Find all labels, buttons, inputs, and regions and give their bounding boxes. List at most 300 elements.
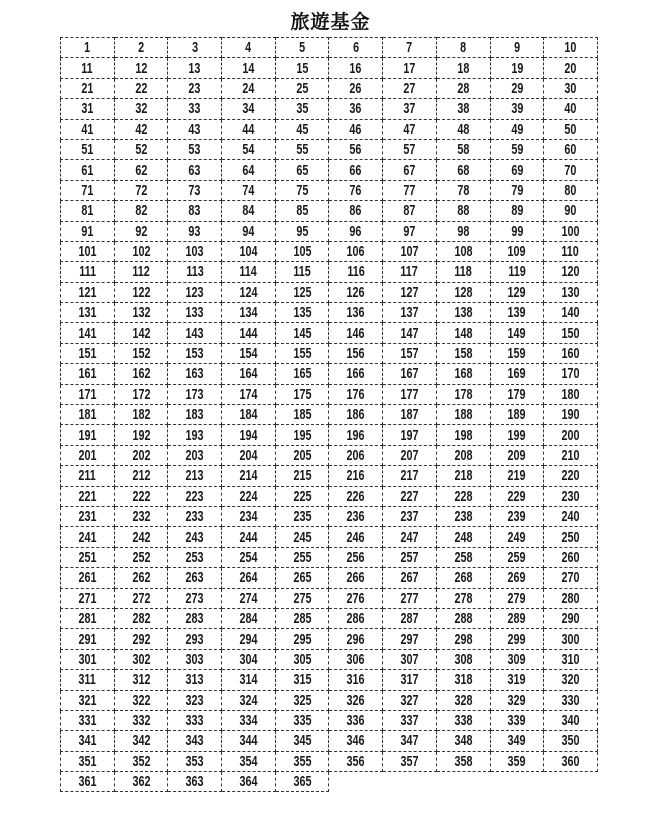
grid-cell <box>114 119 168 139</box>
cell-number: 144 <box>239 324 258 342</box>
grid-row <box>61 547 598 567</box>
cell-number: 147 <box>400 324 419 342</box>
grid-cell <box>222 282 276 302</box>
cell-number: 143 <box>185 324 204 342</box>
grid-cell <box>275 78 329 98</box>
grid-cell <box>329 241 383 261</box>
cell-number: 221 <box>78 487 97 505</box>
cell-number: 252 <box>132 548 151 566</box>
cell-number: 118 <box>454 263 472 281</box>
grid-cell <box>275 690 329 710</box>
cell-number: 138 <box>454 304 473 322</box>
cell-number: 128 <box>454 283 473 301</box>
cell-number: 321 <box>78 691 97 709</box>
grid-cell <box>329 139 383 159</box>
cell-number: 363 <box>185 773 204 791</box>
grid-cell <box>168 241 222 261</box>
cell-number: 277 <box>400 589 419 607</box>
grid-cell <box>168 160 222 180</box>
grid-cell <box>222 343 276 363</box>
grid-cell <box>383 303 437 323</box>
grid-cell <box>436 751 490 771</box>
grid-cell <box>114 588 168 608</box>
cell-number: 23 <box>188 79 201 97</box>
cell-number: 179 <box>507 385 526 403</box>
cell-number: 189 <box>507 406 526 424</box>
grid-cell <box>436 690 490 710</box>
grid-cell <box>490 58 544 78</box>
grid-cell <box>544 384 598 404</box>
grid-cell <box>114 670 168 690</box>
grid-cell <box>490 99 544 119</box>
grid-cell <box>61 119 115 139</box>
cell-number: 307 <box>400 650 419 668</box>
cell-number: 288 <box>454 610 473 628</box>
grid-cell <box>436 506 490 526</box>
cell-number: 66 <box>349 161 362 179</box>
cell-number: 263 <box>185 569 204 587</box>
cell-number: 298 <box>454 630 473 648</box>
cell-number: 130 <box>561 283 580 301</box>
cell-number: 335 <box>293 712 312 730</box>
cell-number: 327 <box>400 691 419 709</box>
cell-number: 255 <box>293 548 312 566</box>
cell-number: 306 <box>346 650 365 668</box>
grid-cell <box>436 384 490 404</box>
grid-cell <box>329 303 383 323</box>
cell-number: 152 <box>132 345 151 363</box>
grid-cell <box>329 629 383 649</box>
grid-row <box>61 425 598 445</box>
cell-number: 362 <box>132 773 151 791</box>
grid-cell <box>61 303 115 323</box>
cell-number: 74 <box>242 181 255 199</box>
cell-number: 111 <box>78 263 96 281</box>
grid-cell <box>222 221 276 241</box>
grid-cell <box>114 78 168 98</box>
grid-cell <box>383 506 437 526</box>
grid-cell <box>61 486 115 506</box>
grid-cell <box>61 241 115 261</box>
grid-cell <box>490 139 544 159</box>
cell-number: 77 <box>403 181 416 199</box>
cell-number: 261 <box>78 569 97 587</box>
grid-cell <box>544 119 598 139</box>
cell-number: 265 <box>293 569 312 587</box>
grid-cell <box>61 262 115 282</box>
cell-number: 356 <box>346 752 365 770</box>
cell-number: 100 <box>561 222 580 240</box>
cell-number: 315 <box>293 671 312 689</box>
grid-cell <box>329 99 383 119</box>
cell-number: 22 <box>135 79 148 97</box>
grid-cell <box>383 405 437 425</box>
cell-number: 133 <box>185 304 204 322</box>
grid-cell <box>275 262 329 282</box>
grid-cell <box>544 282 598 302</box>
cell-number: 184 <box>239 406 258 424</box>
cell-number: 273 <box>185 589 204 607</box>
grid-cell <box>168 364 222 384</box>
cell-number: 309 <box>507 650 526 668</box>
cell-number: 90 <box>564 202 577 220</box>
cell-number: 162 <box>132 365 151 383</box>
grid-cell <box>329 486 383 506</box>
grid-cell <box>275 343 329 363</box>
cell-number: 10 <box>564 39 577 57</box>
grid-cell <box>490 731 544 751</box>
grid-cell <box>544 751 598 771</box>
grid-row <box>61 303 598 323</box>
cell-number: 159 <box>507 345 526 363</box>
grid-cell <box>168 690 222 710</box>
cell-number: 269 <box>507 569 526 587</box>
cell-number: 153 <box>185 345 204 363</box>
cell-number: 250 <box>561 528 580 546</box>
grid-cell <box>114 323 168 343</box>
grid-cell <box>436 180 490 200</box>
grid-cell <box>168 649 222 669</box>
grid-cell <box>383 425 437 445</box>
grid-cell <box>61 547 115 567</box>
grid-cell <box>436 710 490 730</box>
cell-number: 44 <box>242 120 255 138</box>
cell-number: 53 <box>188 141 201 159</box>
grid-cell <box>275 119 329 139</box>
cell-number: 96 <box>349 222 362 240</box>
grid-row <box>61 241 598 261</box>
grid-cell <box>61 772 115 792</box>
grid-row <box>61 139 598 159</box>
grid-cell <box>114 772 168 792</box>
cell-number: 332 <box>132 712 151 730</box>
grid-cell <box>222 506 276 526</box>
cell-number: 259 <box>507 548 526 566</box>
grid-cell <box>436 670 490 690</box>
grid-cell <box>275 527 329 547</box>
cell-number: 308 <box>454 650 473 668</box>
grid-cell <box>329 425 383 445</box>
grid-cell <box>436 608 490 628</box>
grid-cell <box>275 670 329 690</box>
grid-cell <box>544 629 598 649</box>
cell-number: 364 <box>239 773 258 791</box>
cell-number: 106 <box>346 243 365 261</box>
grid-cell <box>275 751 329 771</box>
cell-number: 215 <box>293 467 312 485</box>
cell-number: 191 <box>78 426 97 444</box>
cell-number: 354 <box>239 752 258 770</box>
cell-number: 65 <box>296 161 309 179</box>
grid-cell <box>544 425 598 445</box>
grid-cell <box>61 629 115 649</box>
cell-number: 349 <box>507 732 526 750</box>
grid-cell <box>490 588 544 608</box>
grid-cell <box>114 282 168 302</box>
grid-cell <box>490 547 544 567</box>
cell-number: 167 <box>400 365 419 383</box>
grid-row <box>61 58 598 78</box>
grid-cell <box>168 78 222 98</box>
cell-number: 274 <box>239 589 258 607</box>
grid-cell <box>61 282 115 302</box>
cell-number: 40 <box>564 100 577 118</box>
cell-number: 211 <box>78 467 97 485</box>
grid-cell <box>544 670 598 690</box>
cell-number: 272 <box>132 589 151 607</box>
cell-number: 218 <box>454 467 473 485</box>
cell-number: 182 <box>132 406 151 424</box>
cell-number: 330 <box>561 691 580 709</box>
grid-row <box>61 568 598 588</box>
cell-number: 232 <box>132 508 151 526</box>
grid-cell <box>490 629 544 649</box>
cell-number: 141 <box>78 324 97 342</box>
cell-number: 169 <box>507 365 526 383</box>
grid-cell <box>168 751 222 771</box>
grid-cell <box>222 405 276 425</box>
grid-cell <box>222 710 276 730</box>
grid-row <box>61 160 598 180</box>
grid-cell <box>383 629 437 649</box>
cell-number: 247 <box>400 528 419 546</box>
cell-number: 27 <box>403 79 416 97</box>
grid-row <box>61 282 598 302</box>
grid-cell <box>383 568 437 588</box>
grid-cell <box>222 384 276 404</box>
cell-number: 301 <box>78 650 97 668</box>
cell-number: 311 <box>78 671 97 689</box>
cell-number: 209 <box>507 447 526 464</box>
grid-cell <box>61 527 115 547</box>
grid-cell <box>222 425 276 445</box>
cell-number: 171 <box>78 385 97 403</box>
grid-cell <box>61 201 115 221</box>
cell-number: 131 <box>78 304 97 322</box>
cell-number: 280 <box>561 589 580 607</box>
grid-cell <box>490 445 544 465</box>
cell-number: 57 <box>403 141 416 159</box>
grid-cell <box>222 751 276 771</box>
cell-number: 76 <box>349 181 362 199</box>
grid-cell <box>329 547 383 567</box>
grid-cell <box>436 588 490 608</box>
empty-cell <box>383 772 437 792</box>
grid-cell <box>490 160 544 180</box>
grid-cell <box>544 405 598 425</box>
grid-cell <box>222 364 276 384</box>
cell-number: 234 <box>239 508 258 526</box>
grid-cell <box>61 160 115 180</box>
grid-cell <box>436 527 490 547</box>
grid-cell <box>222 303 276 323</box>
grid-cell <box>168 547 222 567</box>
grid-cell <box>61 670 115 690</box>
cell-number: 32 <box>135 100 148 118</box>
grid-cell <box>61 323 115 343</box>
grid-cell <box>490 364 544 384</box>
cell-number: 318 <box>454 671 473 689</box>
grid-cell <box>275 221 329 241</box>
grid-cell <box>61 58 115 78</box>
cell-number: 43 <box>188 120 201 138</box>
cell-number: 299 <box>507 630 526 648</box>
grid-cell <box>383 710 437 730</box>
cell-number: 225 <box>293 487 312 505</box>
cell-number: 26 <box>349 79 362 97</box>
grid-row <box>61 772 598 792</box>
cell-number: 195 <box>293 426 312 444</box>
grid-cell <box>275 506 329 526</box>
cell-number: 268 <box>454 569 473 587</box>
cell-number: 289 <box>507 610 526 628</box>
grid-cell <box>222 629 276 649</box>
cell-number: 30 <box>564 79 577 97</box>
grid-cell <box>61 221 115 241</box>
cell-number: 42 <box>135 120 148 138</box>
cell-number: 33 <box>188 100 201 118</box>
cell-number: 230 <box>561 487 580 505</box>
cell-number: 6 <box>352 39 359 57</box>
cell-number: 50 <box>564 120 577 138</box>
cell-number: 166 <box>346 365 365 383</box>
grid-cell <box>114 527 168 547</box>
grid-cell <box>222 588 276 608</box>
cell-number: 176 <box>346 385 365 403</box>
cell-number: 254 <box>239 548 258 566</box>
grid-cell <box>383 262 437 282</box>
grid-cell <box>544 547 598 567</box>
cell-number: 246 <box>346 528 365 546</box>
grid-cell <box>114 58 168 78</box>
grid-cell <box>329 201 383 221</box>
grid-cell <box>544 201 598 221</box>
cell-number: 86 <box>349 202 362 220</box>
cell-number: 238 <box>454 508 473 526</box>
cell-number: 58 <box>457 141 470 159</box>
grid-cell <box>275 772 329 792</box>
cell-number: 251 <box>78 548 97 566</box>
cell-number: 107 <box>400 243 419 261</box>
grid-cell <box>61 99 115 119</box>
grid-cell <box>329 527 383 547</box>
cell-number: 287 <box>400 610 419 628</box>
grid-row <box>61 119 598 139</box>
grid-cell <box>168 588 222 608</box>
cell-number: 253 <box>185 548 204 566</box>
grid-cell <box>383 323 437 343</box>
cell-number: 338 <box>454 712 473 730</box>
grid-cell <box>544 649 598 669</box>
grid-cell <box>490 608 544 628</box>
grid-cell <box>222 58 276 78</box>
cell-number: 340 <box>561 712 580 730</box>
cell-number: 212 <box>132 467 151 485</box>
grid-cell <box>383 588 437 608</box>
cell-number: 54 <box>242 141 255 159</box>
cell-number: 93 <box>188 222 201 240</box>
grid-cell <box>329 608 383 628</box>
grid-cell <box>383 282 437 302</box>
cell-number: 175 <box>293 385 312 403</box>
cell-number: 284 <box>239 610 258 628</box>
grid-cell <box>383 445 437 465</box>
grid-cell <box>490 343 544 363</box>
cell-number: 125 <box>293 283 312 301</box>
cell-number: 1 <box>84 39 91 57</box>
grid-cell <box>436 201 490 221</box>
cell-number: 357 <box>400 752 419 770</box>
grid-cell <box>329 384 383 404</box>
grid-cell <box>168 343 222 363</box>
grid-cell <box>329 160 383 180</box>
grid-cell <box>275 547 329 567</box>
grid-cell <box>329 343 383 363</box>
grid-cell <box>490 568 544 588</box>
cell-number: 78 <box>457 181 470 199</box>
grid-cell <box>436 649 490 669</box>
grid-cell <box>114 466 168 486</box>
grid-cell <box>490 425 544 445</box>
grid-cell <box>222 547 276 567</box>
grid-cell <box>222 670 276 690</box>
cell-number: 80 <box>564 181 577 199</box>
cell-number: 148 <box>454 324 473 342</box>
grid-cell <box>436 262 490 282</box>
grid-cell <box>436 445 490 465</box>
cell-number: 235 <box>293 508 312 526</box>
grid-cell <box>168 384 222 404</box>
grid-cell <box>222 608 276 628</box>
grid-cell <box>114 608 168 628</box>
grid-cell <box>383 731 437 751</box>
grid-cell <box>436 343 490 363</box>
cell-number: 361 <box>78 773 97 791</box>
cell-number: 87 <box>403 202 416 220</box>
cell-number: 139 <box>507 304 526 322</box>
grid-cell <box>329 445 383 465</box>
cell-number: 112 <box>132 263 150 281</box>
cell-number: 177 <box>400 385 419 403</box>
grid-cell <box>544 78 598 98</box>
grid-cell <box>222 160 276 180</box>
cell-number: 343 <box>185 732 204 750</box>
cell-number: 21 <box>81 79 94 97</box>
grid-row <box>61 670 598 690</box>
grid-cell <box>168 262 222 282</box>
grid-row <box>61 466 598 486</box>
cell-number: 120 <box>561 263 580 281</box>
cell-number: 266 <box>346 569 365 587</box>
grid-cell <box>275 241 329 261</box>
grid-cell <box>222 568 276 588</box>
grid-cell <box>490 710 544 730</box>
grid-cell <box>490 78 544 98</box>
grid-cell <box>490 690 544 710</box>
cell-number: 52 <box>135 141 148 159</box>
grid-cell <box>436 629 490 649</box>
grid-cell <box>222 649 276 669</box>
cell-number: 236 <box>346 508 365 526</box>
cell-number: 320 <box>561 671 580 689</box>
grid-cell <box>329 364 383 384</box>
cell-number: 207 <box>400 447 419 464</box>
grid-cell <box>61 588 115 608</box>
cell-number: 15 <box>296 59 309 77</box>
grid-cell <box>114 160 168 180</box>
grid-cell <box>544 221 598 241</box>
cell-number: 199 <box>507 426 526 444</box>
